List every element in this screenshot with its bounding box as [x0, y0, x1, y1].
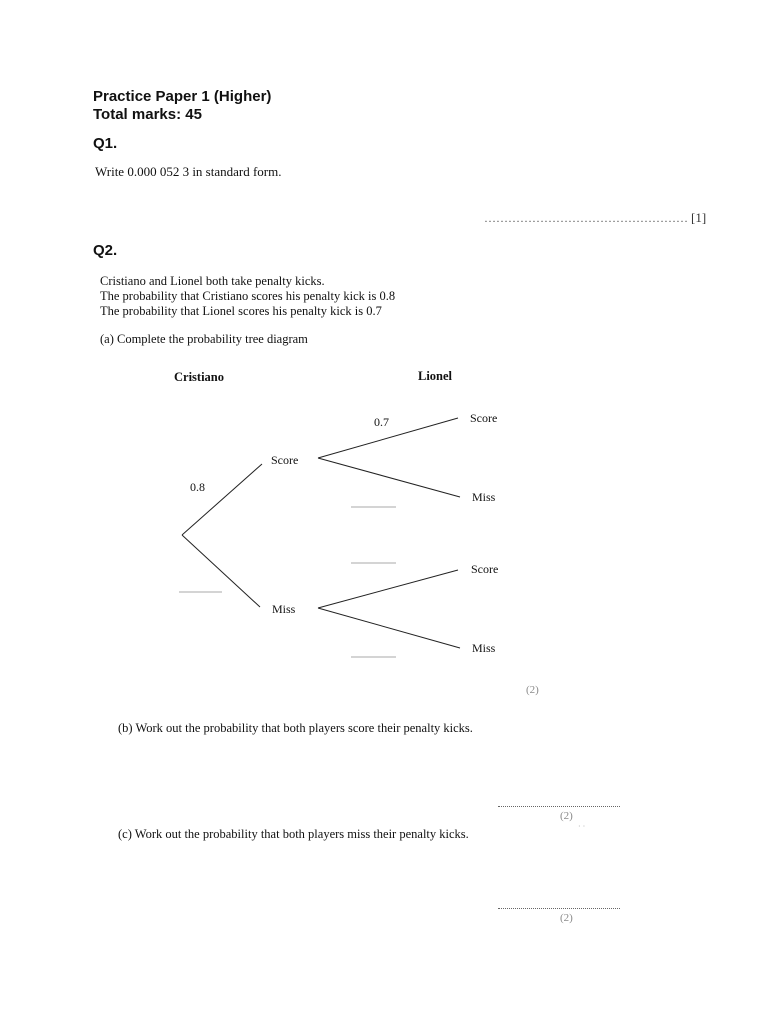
page-title: Practice Paper 1 (Higher)	[93, 88, 272, 105]
branch-miss-lionel-score	[318, 570, 458, 608]
tree-header-cristiano: Cristiano	[174, 370, 224, 384]
question-1-marks: [1]	[691, 210, 707, 225]
part-c-marks: (2)	[560, 912, 573, 924]
question-2-heading: Q2.	[93, 242, 118, 259]
question-2-part-c: (c) Work out the probability that both players miss their penalty kicks.	[118, 827, 469, 841]
outcome-miss-score: Score	[471, 562, 499, 576]
scan-speck: · ·	[578, 822, 586, 831]
branch-cristiano-score	[182, 464, 262, 535]
total-marks: Total marks: 45	[93, 106, 202, 123]
outcome-cristiano-score: Score	[271, 453, 299, 467]
part-b-answer-line[interactable]	[498, 806, 620, 807]
part-a-marks: (2)	[526, 684, 539, 696]
tree-header-lionel: Lionel	[418, 369, 453, 383]
question-2-part-b: (b) Work out the probability that both players score their penalty kicks.	[118, 721, 473, 735]
outcome-score-miss: Miss	[472, 490, 496, 504]
branch-score-lionel-miss	[318, 458, 460, 497]
question-2-intro-line-2: The probability that Cristiano scores his penalty kick is 0.8	[100, 289, 396, 303]
part-b-marks: (2)	[560, 810, 573, 822]
outcome-score-score: Score	[470, 411, 498, 425]
prob-cristiano-score: 0.8	[190, 480, 205, 494]
prob-lionel-score: 0.7	[374, 415, 389, 429]
question-2-part-a: (a) Complete the probability tree diagram	[100, 332, 308, 346]
outcome-cristiano-miss: Miss	[272, 602, 296, 616]
question-1-heading: Q1.	[93, 135, 118, 152]
branch-miss-lionel-miss	[318, 608, 460, 648]
answer-dots: ……………………………………………	[484, 211, 688, 225]
question-2-intro-line-3: The probability that Lionel scores his penalty kick is 0.7	[100, 304, 382, 318]
question-2-intro-line-1: Cristiano and Lionel both take penalty kicks.	[100, 274, 325, 288]
outcome-miss-miss: Miss	[472, 641, 496, 655]
part-c-answer-line[interactable]	[498, 908, 620, 909]
branch-cristiano-miss	[182, 535, 260, 607]
question-1-text: Write 0.000 052 3 in standard form.	[95, 164, 282, 179]
